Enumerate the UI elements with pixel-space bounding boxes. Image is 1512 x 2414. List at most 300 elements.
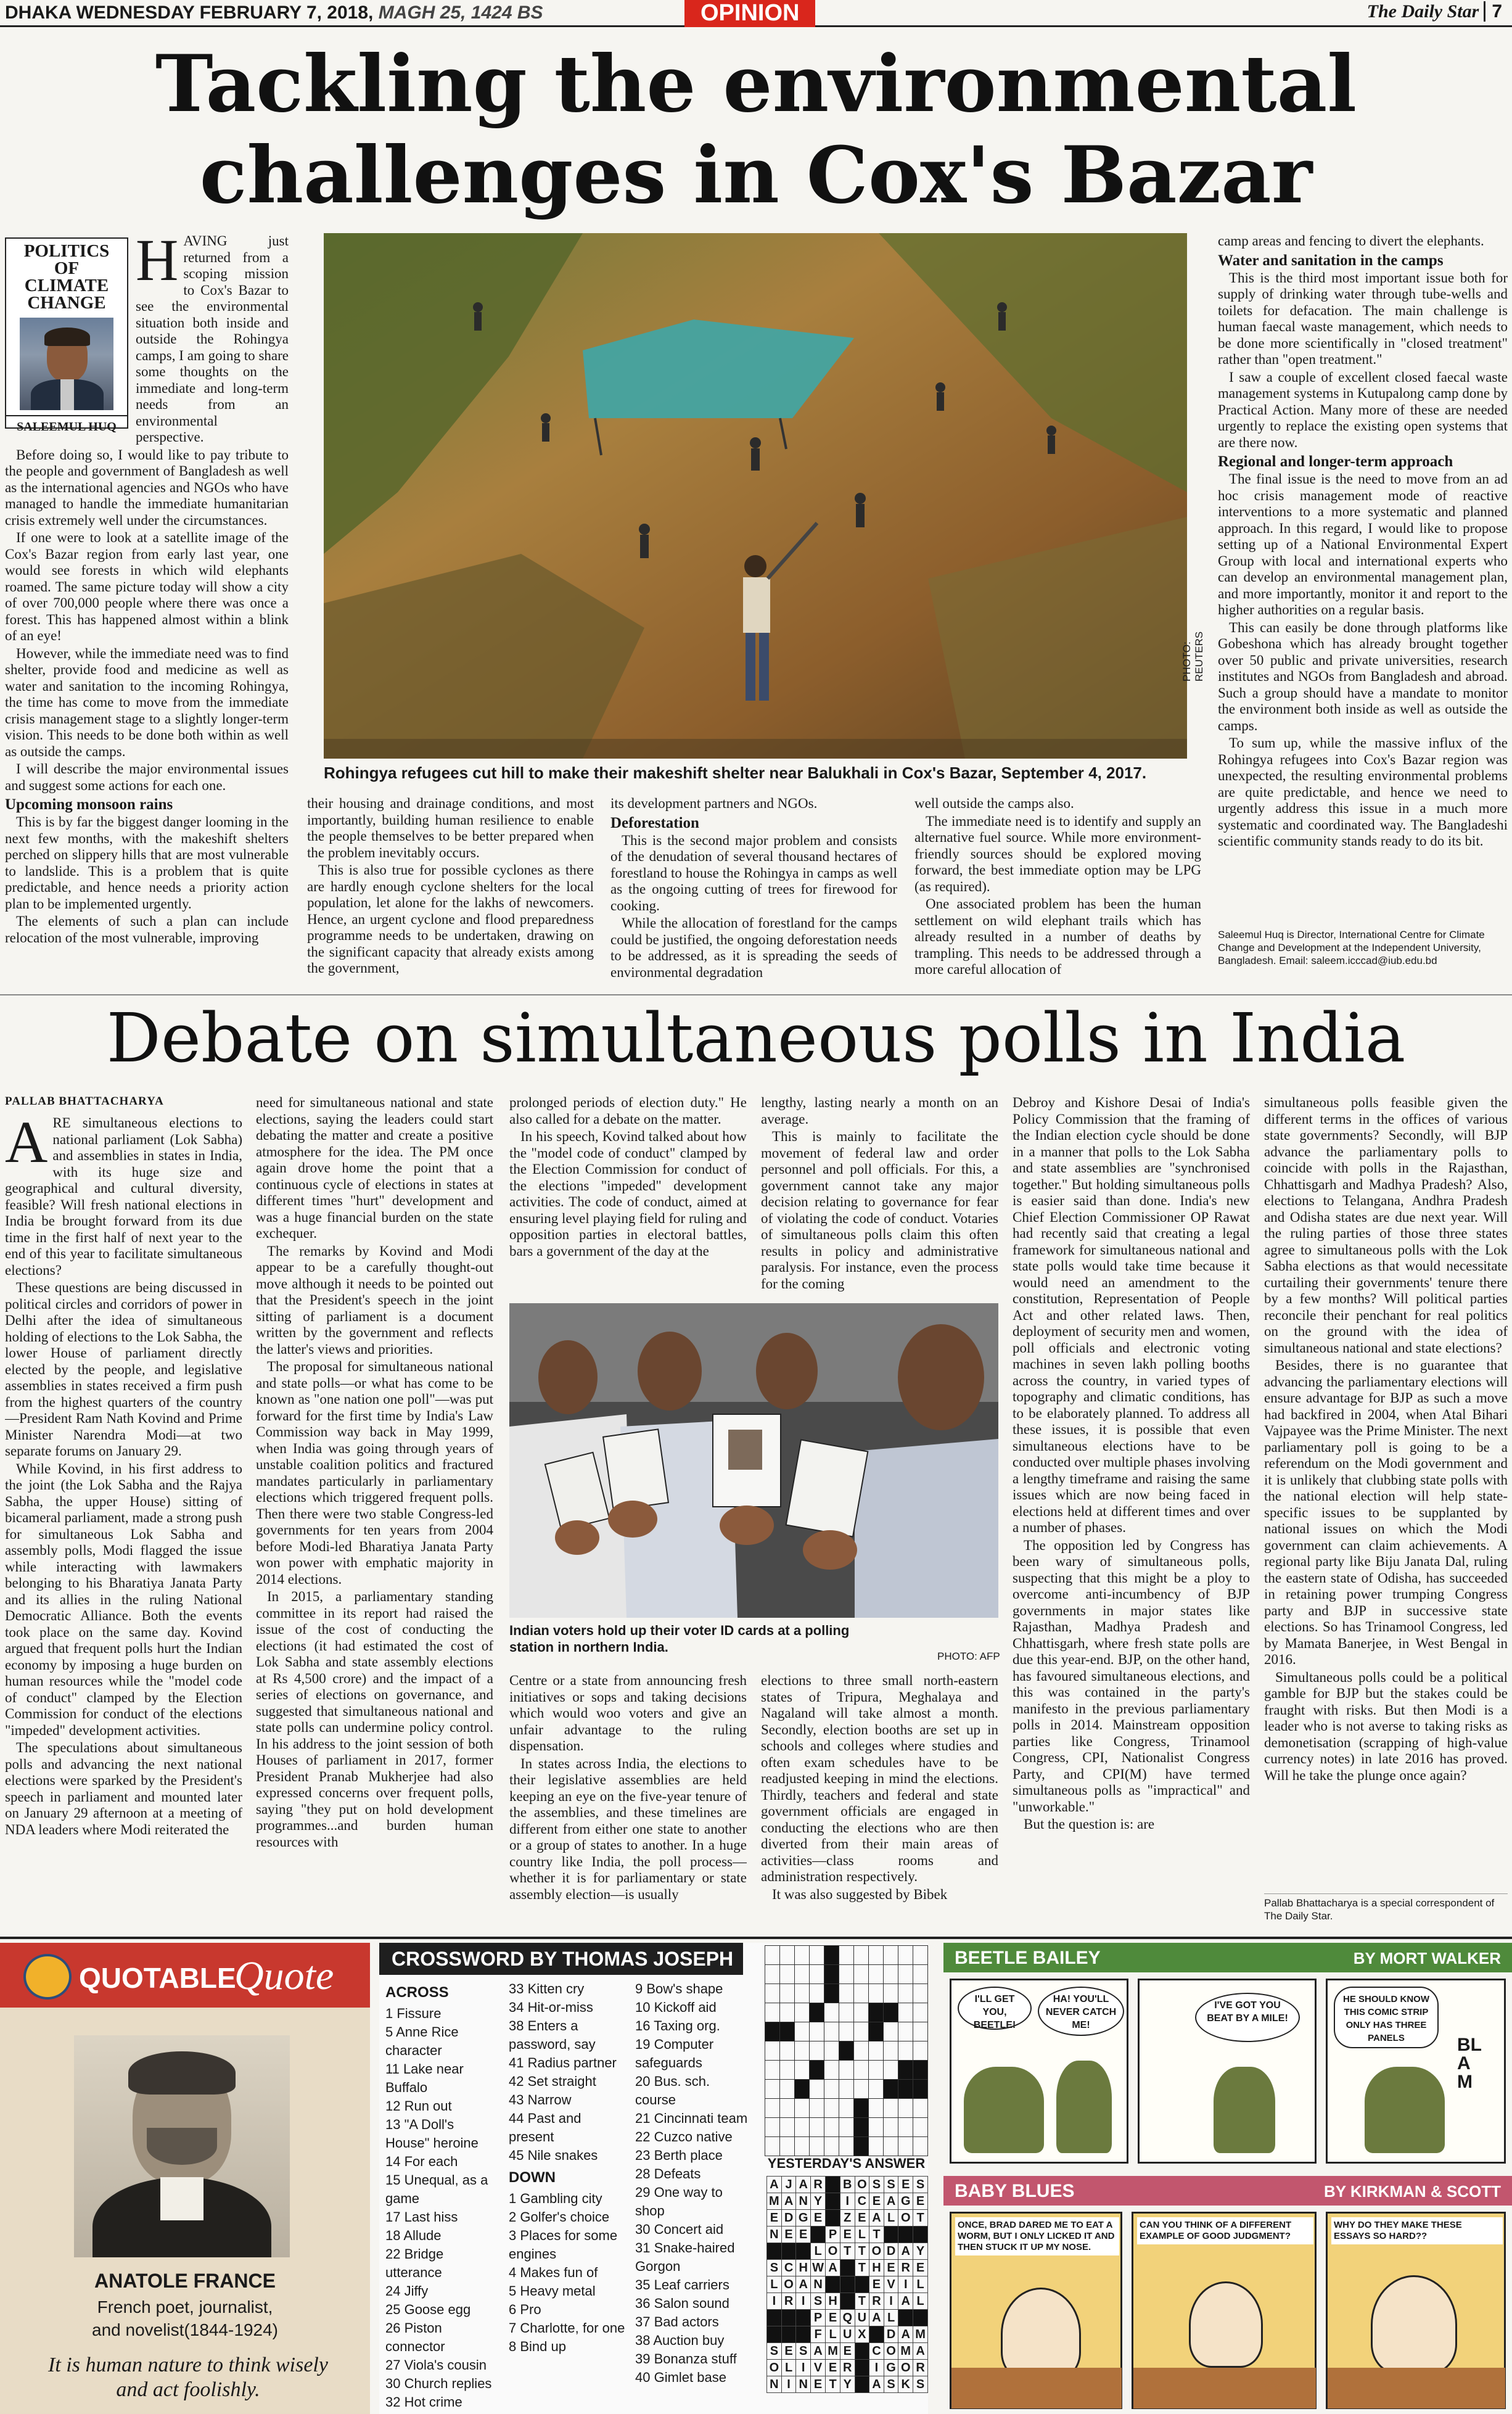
grid-cell[interactable] (795, 1946, 810, 1965)
answer-cell: O (826, 2243, 840, 2260)
grid-cell[interactable] (869, 2099, 884, 2118)
answer-cell: X (855, 2326, 869, 2343)
article1-column-2 (307, 796, 594, 993)
quote-desc-2: and novelist(1844-1924) (92, 2320, 278, 2339)
quote-header (0, 1943, 370, 2008)
answer-cell: I (898, 2276, 913, 2293)
clue: 35 Leaf carriers (635, 2277, 729, 2292)
clue: 9 Bow's shape (635, 1981, 723, 1996)
grid-cell[interactable] (884, 1965, 898, 1984)
answer-cell (898, 2310, 913, 2326)
clue: 14 For each (385, 2154, 458, 2169)
grid-cell[interactable] (839, 2022, 854, 2041)
grid-cell[interactable] (854, 2061, 869, 2080)
grid-cell[interactable] (765, 1965, 780, 1984)
paragraph: elections to three small north-eastern states of Tripura, Meghalaya and Nagaland will take almost a month. Secondly, election booths are set up in schools and colleges where studies and often exam schedules have to be readjusted keeping in mind the elections. Thirdly, teachers and federal and state government officials are engaged in conducting the elections who are then diverted from their main areas of activities—class rooms and administration respectively. (761, 1673, 998, 1884)
clue: 30 Concert aid (635, 2222, 724, 2237)
grid-cell[interactable] (869, 2080, 884, 2099)
answer-cell: L (913, 2293, 928, 2310)
paragraph: This is also true for possible cyclones as there are hardly enough cyclone shelters for the local population, let alone for the lakhs of newcomers. Hence, an urgent cyclone and flood preparedness programme needs to be undertaken, drawing on the significant capacity that already exists among the government, (307, 862, 594, 976)
answer-cell: E (855, 2210, 869, 2227)
grid-cell[interactable] (795, 1965, 810, 1984)
answer-cell: E (840, 2343, 855, 2360)
grid-cell[interactable] (884, 2118, 898, 2137)
paragraph: ARE simultaneous elections to national parliament (Lok Sabha) and assemblies in states in India, with its huge size and geographical and cultural diversity, feasible? Will fresh national elections in India be brought forward from its due time in the first half of next year to the end of this year to facilitate simultaneous elections? (5, 1115, 242, 1278)
answer-cell (826, 2210, 840, 2227)
answer-cell: I (796, 2293, 811, 2310)
grid-cell[interactable] (824, 2099, 839, 2118)
grid-cell[interactable] (765, 2041, 780, 2061)
grid-cell[interactable] (839, 2003, 854, 2022)
drop-cap: H (136, 233, 179, 293)
article2-author-note: Pallab Bhattacharya is a special correspondent of The Daily Star. (1264, 1893, 1508, 1922)
grid-cell[interactable] (869, 2118, 884, 2137)
answer-cell: A (869, 2376, 884, 2393)
answer-cell (840, 2293, 855, 2310)
clue: 25 Goose egg (385, 2302, 471, 2317)
answer-cell: A (796, 2276, 811, 2293)
clue: 31 Snake-haired Gorgon (635, 2240, 735, 2274)
answer-cell: E (840, 2227, 855, 2243)
grid-cell[interactable] (780, 2137, 795, 2156)
grid-cell (913, 2080, 928, 2099)
answer-cell: L (826, 2326, 840, 2343)
clue: 33 Kitten cry (509, 1981, 585, 1996)
clue: 11 Lake near Buffalo (385, 2061, 464, 2095)
answer-cell: C (869, 2343, 884, 2360)
grid-cell[interactable] (810, 1946, 824, 1965)
answer-cell: A (884, 2193, 898, 2210)
grid-cell[interactable] (780, 1965, 795, 1984)
answer-cell (826, 2276, 840, 2293)
quote-title-script: Quote (234, 1953, 334, 1998)
answer-cell: O (781, 2276, 796, 2293)
answer-cell: L (855, 2227, 869, 2243)
paragraph: The final issue is the need to move from an ad hoc crisis management mode of reactive interventions to a more systematic and planned approach. In this regard, I would like to propose setting up of a National Environmental Expert Group with local and international experts who can develop an environmental management plan, and more importantly, monitor it and report to the higher authorities on a regular basis. (1218, 471, 1508, 617)
answer-cell: M (767, 2193, 782, 2210)
grid-cell[interactable] (839, 1946, 854, 1965)
answer-cell: U (840, 2326, 855, 2343)
grid-cell[interactable] (810, 2080, 824, 2099)
clue: 36 Salon sound (635, 2296, 729, 2311)
grid-cell[interactable] (839, 1965, 854, 1984)
answer-cell: I (796, 2360, 811, 2376)
paragraph: In states across India, the elections to their legislative assemblies are held keeping an eye on the five-year tenure of the assemblies, and these timelines are different from either one state to another or a group of states to another. In a huge country like India, the poll process—whether it is for parliamentary or state assembly election—is usually (509, 1755, 747, 1902)
clue: 5 Anne Rice character (385, 2024, 459, 2058)
answer-cell: V (884, 2276, 898, 2293)
grid-cell[interactable] (869, 2137, 884, 2156)
article1-photo (324, 233, 1187, 759)
grid-cell[interactable] (810, 2118, 824, 2137)
article1-column-3 (610, 796, 897, 993)
article2-column-2 (256, 1095, 493, 1917)
answer-cell: Y (811, 2193, 826, 2210)
grid-cell[interactable] (780, 2061, 795, 2080)
grid-cell[interactable] (795, 2003, 810, 2022)
desk-3 (1328, 2368, 1505, 2408)
babyblues-author: BY KIRKMAN & SCOTT (1324, 2182, 1501, 2201)
clue: 40 Gimlet base (635, 2370, 726, 2385)
grid-cell[interactable] (898, 2137, 913, 2156)
grid-cell[interactable] (810, 2099, 824, 2118)
answer-cell: E (767, 2210, 782, 2227)
clue: 32 Hot crime (385, 2394, 462, 2410)
grid-cell[interactable] (824, 2080, 839, 2099)
grid-cell[interactable] (824, 2022, 839, 2041)
grid-cell[interactable] (854, 1946, 869, 1965)
answer-cell: C (855, 2193, 869, 2210)
answer-cell: S (913, 2376, 928, 2393)
beetle-bubble-2: HA! YOU'LL NEVER CATCH ME! (1038, 1987, 1124, 2036)
grid-cell[interactable] (765, 2137, 780, 2156)
answer-cell (781, 2310, 796, 2326)
grid-cell[interactable] (869, 1965, 884, 1984)
grid-cell[interactable] (839, 2118, 854, 2137)
article2-column-4-top (761, 1095, 998, 1295)
grid-cell[interactable] (913, 2022, 928, 2041)
paragraph: This is by far the biggest danger looming in the next few months, with the makeshift shelters perched on slippery hills that are most vulnerable to landslide. This is a problem that is quite predictable, and hence needs a priority action plan to be implemented urgently. (5, 814, 289, 912)
kid-figure (1001, 2288, 1081, 2380)
clue: 20 Bus. sch. course (635, 2074, 710, 2107)
grid-cell[interactable] (795, 2041, 810, 2061)
grid-cell[interactable] (824, 2041, 839, 2061)
grid-cell[interactable] (810, 1984, 824, 2003)
grid-cell (854, 2137, 869, 2156)
clue: 39 Bonanza stuff (635, 2351, 737, 2367)
grid-cell[interactable] (765, 2061, 780, 2080)
paragraph: This can easily be done through platforms like Gobeshona which has already brought together over 50 public and private universities, research institutes and NGOs from Bangladesh and abroad. Such a group should have a mandate to monitor the environment both inside as well as outside the camps. (1218, 619, 1508, 733)
article2-column-3-bottom (509, 1673, 747, 1917)
grid-cell[interactable] (839, 2080, 854, 2099)
clue: 23 Berth place (635, 2148, 723, 2163)
clue: 29 One way to shop (635, 2185, 723, 2218)
paragraph: Simultaneous polls could be a political gamble for BJP but the stakes could be fraught with risks. But then Modi is a leader who is not averse to taking risks as demonetisation (scrapping of high-value currency notes) in late 2016 has proved. Will he take the plunge once again? (1264, 1669, 1508, 1783)
grid-cell[interactable] (898, 2022, 913, 2041)
answer-cell: H (796, 2260, 811, 2276)
grid-cell (824, 1946, 839, 1965)
grid-cell[interactable] (765, 2003, 780, 2022)
answer-cell: S (811, 2293, 826, 2310)
answer-cell: T (840, 2243, 855, 2260)
article1-headline[interactable]: Tackling the environmental challenges in Cox's Bazar (155, 38, 1357, 221)
answer-cell: S (767, 2260, 782, 2276)
article2-headline[interactable]: Debate on simultaneous polls in India (106, 999, 1406, 1077)
answer-cell: R (898, 2260, 913, 2276)
quote-panel (0, 1943, 370, 2414)
grid-cell[interactable] (795, 2118, 810, 2137)
answer-cell: N (767, 2376, 782, 2393)
answer-cell: F (811, 2326, 826, 2343)
yesterday-answer-grid (766, 2176, 928, 2393)
answer-cell (855, 2343, 869, 2360)
answer-cell: Y (840, 2376, 855, 2393)
answer-cell (884, 2227, 898, 2243)
clue: 1 Gambling city (509, 2191, 602, 2206)
grid-cell[interactable] (898, 1984, 913, 2003)
grid-cell[interactable] (869, 1984, 884, 2003)
answer-cell: S (913, 2177, 928, 2193)
grid-cell[interactable] (913, 2118, 928, 2137)
grid-cell[interactable] (824, 2137, 839, 2156)
answer-cell (840, 2260, 855, 2276)
paragraph: I saw a couple of excellent closed faecal waste management systems in Kutupalong camp done by Practical Action. Many more of these are needed urgently to replace the existing open systems that are there now. (1218, 369, 1508, 450)
grid-cell[interactable] (810, 2022, 824, 2041)
clue: 16 Taxing org. (635, 2018, 720, 2033)
grid-cell[interactable] (884, 1984, 898, 2003)
answer-cell: T (855, 2260, 869, 2276)
answer-cell: Q (840, 2310, 855, 2326)
beetle-bubble-4: HE SHOULD KNOW THIS COMIC STRIP ONLY HAS THREE PANELS (1334, 1987, 1439, 2048)
grid-cell[interactable] (795, 1984, 810, 2003)
paragraph: One associated problem has been the human settlement on wild elephant trails which has already resulted in a number of deaths by trampling. This needs to be addressed through a more careful allocation of (914, 896, 1201, 977)
clue: 22 Bridge utterance (385, 2246, 444, 2280)
crossword-grid[interactable] (765, 1945, 928, 2156)
clue: 28 Defeats (635, 2166, 701, 2181)
paragraph: camp areas and fencing to divert the elephants. (1218, 233, 1484, 249)
answer-cell: N (796, 2376, 811, 2393)
photo-credit-1: PHOTO: REUTERS (1181, 631, 1205, 682)
grid-cell[interactable] (854, 2041, 869, 2061)
paragraph: need for simultaneous national and state elections, saying the leaders could start debating the matter and create a positive atmosphere for the idea. The PM once again drove home the point that a continuous cycle of elections in states at different times "hurt" development and was a huge financial burden on the state exchequer. (256, 1095, 493, 1241)
section-label[interactable]: OPINION (684, 0, 815, 27)
answer-cell: I (781, 2376, 796, 2393)
article2-byline: PALLAB BHATTACHARYA (5, 1095, 164, 1108)
article1-column-4 (914, 796, 1201, 993)
grid-cell[interactable] (913, 2003, 928, 2022)
grid-cell[interactable] (913, 1965, 928, 1984)
grid-cell[interactable] (913, 2137, 928, 2156)
beetle-panel-3 (1326, 1979, 1506, 2164)
answer-cell: R (869, 2293, 884, 2310)
answer-cell: H (826, 2293, 840, 2310)
grid-cell[interactable] (854, 1965, 869, 1984)
grid-cell[interactable] (780, 1984, 795, 2003)
clue: 7 Charlotte, for one (509, 2320, 625, 2336)
grid-cell[interactable] (854, 1984, 869, 2003)
grid-cell[interactable] (869, 2061, 884, 2080)
clue: 2 Golfer's choice (509, 2209, 610, 2225)
answer-cell (913, 2310, 928, 2326)
answer-cell: T (913, 2210, 928, 2227)
paragraph: However, while the immediate need was to find shelter, provide food and medicine as well as water and sanitation to the incoming Rohingya, the time has come to move from the immediate crisis management stage to a slightly longer-term vision. This needs to be done both within as well as outside the camps. (5, 645, 289, 759)
answer-cell: K (898, 2376, 913, 2393)
grid-cell[interactable] (810, 1965, 824, 1984)
subhead: Upcoming monsoon rains (5, 796, 173, 813)
answer-cell: S (884, 2376, 898, 2393)
grid-cell[interactable] (824, 2061, 839, 2080)
answer-cell: C (781, 2260, 796, 2276)
paragraph: Before doing so, I would like to pay tribute to the people and government of Bangladesh as well as the international agencies and NGOs who have managed to handle the immediate humanitarian crisis extremely well under the circumstances. (5, 447, 289, 528)
answer-cell (898, 2227, 913, 2243)
grid-cell[interactable] (780, 2118, 795, 2137)
answer-cell (767, 2243, 782, 2260)
grid-cell[interactable] (795, 2099, 810, 2118)
answer-cell: A (898, 2243, 913, 2260)
answer-cell: O (898, 2210, 913, 2227)
answer-cell: D (884, 2243, 898, 2260)
grid-cell[interactable] (795, 2061, 810, 2080)
page-number: 7 (1484, 1, 1502, 22)
answer-cell (913, 2227, 928, 2243)
answer-cell: G (884, 2360, 898, 2376)
clue: 4 Makes fun of (509, 2265, 598, 2280)
grid-cell[interactable] (898, 2118, 913, 2137)
clue: 38 Auction buy (635, 2333, 725, 2348)
beetle-panel-2 (1138, 1979, 1317, 2164)
answer-cell: Y (913, 2243, 928, 2260)
grid-cell[interactable] (913, 2099, 928, 2118)
answer-cell: Z (840, 2210, 855, 2227)
paragraph: The elements of such a plan can include relocation of the most vulnerable, improving (5, 913, 289, 945)
paragraph: In his speech, Kovind talked about how the "model code of conduct" clamped by the Election Commission for conduct of the elections "impeded" development activities. The code of conduct, aimed at ensuring level playing field for ruling and opposition parties in electoral battles, bars a government of the day at the (509, 1129, 747, 1259)
grid-cell[interactable] (884, 2099, 898, 2118)
answer-cell: A (781, 2193, 796, 2210)
answer-cell: N (796, 2193, 811, 2210)
babyblues-caption-2: CAN YOU THINK OF A DIFFERENT EXAMPLE OF GOOD JUDGMENT? (1137, 2217, 1313, 2244)
grid-cell[interactable] (765, 2080, 780, 2099)
paragraph: While Kovind, in his first address to the joint (the Lok Sabha and the Rajya Sabha, the upper House) sitting of bicameral parliament, made a strong push for simultaneous Lok Sabha and assembly polls, Modi flagged the issue while interacting with lawmakers belonging to his Bharatiya Janata Party and its allies in the ruling National Democratic Alliance. Both the events took place on the same day. Kovind argued that frequent polls hurt the Indian economy by imposing a huge burden on human resources while the "model code of conduct" clamped by the Election Commission for conduct of the elections "impeded" development activities. (5, 1460, 242, 1738)
answer-cell: E (781, 2227, 796, 2243)
paragraph: I will describe the major environmental issues and suggest some actions for each one. (5, 761, 289, 793)
quote-title-small: QUOTABLE (79, 1962, 236, 1994)
grid-cell[interactable] (824, 2003, 839, 2022)
article2-column-6 (1264, 1095, 1508, 1890)
answer-cell: L (884, 2210, 898, 2227)
grid-cell[interactable] (898, 1946, 913, 1965)
grid-cell[interactable] (795, 2022, 810, 2041)
paragraph: simultaneous polls feasible given the different terms in the offices of various state governments? Secondly, will BJP advance the parliamentary polls to coincide with polls in the Rajasthan, Chhattisgarh and Madhya Pradesh? Also, elections to Telangana, Andhra Pradesh and Odisha states are due next year. Will the ruling parties of those three states agree to simultaneous polls with the Lok Sabha elections as that would necessitate curtailing their governments' tenure there by a few months? Will political parties reconcile their penchant for real politics on the ground with the idea of simultaneous national and state elections? (1264, 1095, 1508, 1356)
beetle-figure-2 (1214, 2067, 1275, 2153)
grid-cell[interactable] (898, 1965, 913, 1984)
paragraph: While the allocation of forestland for the camps could be justified, the ongoing deforestation needs to be addressed, as it is spreading the seeds of environmental degradation (610, 915, 897, 980)
grid-cell[interactable] (898, 2099, 913, 2118)
clue: 34 Hit-or-miss (509, 2000, 593, 2015)
clue: 26 Piston connector (385, 2320, 445, 2354)
paragraph: Centre or a state from announcing fresh initiatives or sops and taking decisions which would woo voters and give an unfair advantage to the ruling dispensation. (509, 1673, 747, 1753)
grid-cell[interactable] (780, 2080, 795, 2099)
paragraph: well outside the camps also. (914, 796, 1074, 811)
grid-cell[interactable] (839, 1984, 854, 2003)
grid-cell[interactable] (839, 2099, 854, 2118)
babyblues-panel-1 (950, 2212, 1122, 2409)
grid-cell[interactable] (854, 2003, 869, 2022)
paragraph: This is the second major problem and consists of the denudation of several thousand hectares of forestland to house the Rohingya in camps as well as the ongoing cutting of trees for firewood for cooking. (610, 832, 897, 913)
grid-cell[interactable] (884, 2137, 898, 2156)
grid-cell[interactable] (780, 2041, 795, 2061)
babyblues-panel-3 (1326, 2212, 1506, 2409)
grid-cell[interactable] (869, 1946, 884, 1965)
grid-cell[interactable] (839, 2137, 854, 2156)
answer-cell: V (811, 2360, 826, 2376)
answer-cell: R (781, 2293, 796, 2310)
grid-cell[interactable] (884, 1946, 898, 1965)
paragraph: It was also suggested by Bibek (772, 1886, 948, 1902)
grid-cell[interactable] (913, 1946, 928, 1965)
clue: 6 Pro (509, 2302, 541, 2317)
clue: 5 Heavy metal (509, 2283, 596, 2299)
hillside-shelter-photo (324, 233, 1187, 759)
clue: 22 Cuzco native (635, 2129, 733, 2144)
grid-cell[interactable] (780, 1946, 795, 1965)
answer-cell: T (869, 2227, 884, 2243)
answer-cell: D (884, 2326, 898, 2343)
answer-cell: A (767, 2177, 782, 2193)
grid-cell[interactable] (854, 2080, 869, 2099)
grid-cell (824, 1965, 839, 1984)
grid-cell[interactable] (854, 2022, 869, 2041)
answer-cell: B (840, 2177, 855, 2193)
answer-cell: S (796, 2343, 811, 2360)
answer-cell (840, 2276, 855, 2293)
folio-bar (0, 0, 1512, 27)
article2-photo-caption: Indian voters hold up their voter ID cards at a polling station in northern India. (509, 1623, 850, 1655)
grid-cell[interactable] (780, 2003, 795, 2022)
paragraph: The immediate need is to identify and supply an alternative fuel source. While more environment-friendly sources should be explored moving forward, the best immediate option may be LPG (as required). (914, 813, 1201, 894)
crossword-title: CROSSWORD BY THOMAS JOSEPH (379, 1943, 743, 1975)
grid-cell (854, 2099, 869, 2118)
clue: 3 Places for some engines (509, 2228, 618, 2262)
answer-cell: H (869, 2260, 884, 2276)
answer-cell: A (811, 2343, 826, 2360)
answer-cell (869, 2326, 884, 2343)
grid-cell[interactable] (780, 2099, 795, 2118)
grid-cell[interactable] (810, 2041, 824, 2061)
answer-cell: D (781, 2210, 796, 2227)
beetle-sfx: BLAM (1457, 2035, 1482, 2092)
grid-cell[interactable] (884, 2022, 898, 2041)
answer-cell: O (855, 2177, 869, 2193)
answer-cell (796, 2310, 811, 2326)
grid-cell[interactable] (839, 2061, 854, 2080)
grid-cell[interactable] (913, 2041, 928, 2061)
answer-cell: N (767, 2227, 782, 2243)
grid-cell[interactable] (898, 2003, 913, 2022)
article2-column-3-top (509, 1095, 747, 1295)
answer-cell: A (898, 2326, 913, 2343)
grid-cell[interactable] (795, 2137, 810, 2156)
grid-cell (913, 2061, 928, 2080)
grid-cell[interactable] (884, 2061, 898, 2080)
grid-cell (884, 2080, 898, 2099)
clue: 13 "A Doll's House" heroine (385, 2117, 479, 2151)
article-divider (0, 994, 1512, 995)
quote-text: It is human nature to think wisely and act foolishly. (48, 2354, 328, 2401)
grid-cell[interactable] (884, 2041, 898, 2061)
answer-cell: L (884, 2310, 898, 2326)
clues-col-3 (635, 1980, 752, 2387)
grid-cell (884, 2003, 898, 2022)
grid-cell[interactable] (869, 2041, 884, 2061)
voters-photo (509, 1303, 998, 1618)
grid-cell (795, 2080, 810, 2099)
grid-cell[interactable] (824, 2118, 839, 2137)
beetle-author: BY MORT WALKER (1353, 1949, 1501, 1967)
answer-cell: E (811, 2210, 826, 2227)
answer-cell (767, 2326, 782, 2343)
grid-cell[interactable] (898, 2041, 913, 2061)
grid-cell[interactable] (765, 2118, 780, 2137)
desk-2 (1133, 2368, 1316, 2408)
column-label: POLITICS OF CLIMATE CHANGE (23, 241, 110, 313)
answer-cell: M (826, 2343, 840, 2360)
grid-cell[interactable] (765, 1946, 780, 1965)
grid-cell[interactable] (810, 2137, 824, 2156)
grid-cell[interactable] (913, 1984, 928, 2003)
babyblues-caption-3: WHY DO THEY MAKE THESE ESSAYS SO HARD?? (1331, 2217, 1503, 2244)
answer-cell: R (811, 2177, 826, 2193)
grid-cell[interactable] (765, 2099, 780, 2118)
grid-cell[interactable] (765, 1984, 780, 2003)
